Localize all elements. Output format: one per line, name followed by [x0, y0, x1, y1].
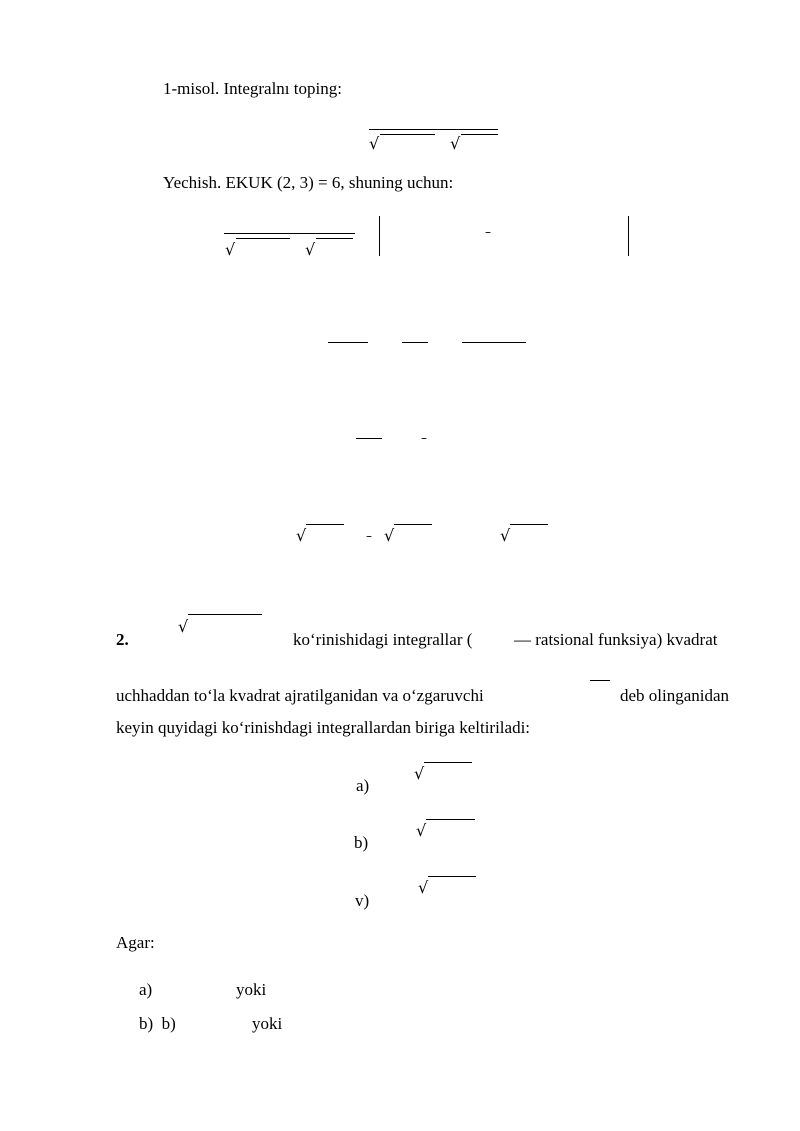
case-label: a) [356, 776, 370, 795]
radical-icon: √ [416, 821, 427, 840]
formula-vinculum [369, 129, 498, 130]
formula-vinculum [188, 614, 262, 615]
formula-vinculum [424, 762, 472, 763]
radical-icon: √ [500, 526, 511, 545]
section-line1-b: — ratsional funksiya) kvadrat [514, 630, 718, 649]
condition-word: yoki [252, 1014, 283, 1033]
section-line3: keyin quyidagi ko‘rinishdagi integrallardan biriga keltiriladi: [116, 718, 531, 737]
radical-icon: √ [178, 617, 189, 636]
solution-text: Yechish. EKUK (2, 3) = 6, shuning uchun: [163, 173, 454, 192]
example-title: 1-misol. Integralnı toping: [163, 79, 342, 98]
condition-word: yoki [236, 980, 267, 999]
formula-vinculum [380, 134, 435, 135]
conditions-heading: Agar: [116, 933, 155, 952]
radical-icon: √ [414, 764, 425, 783]
formula-vinculum [461, 134, 498, 135]
case-label: b) [354, 833, 369, 852]
fraction-bar [328, 342, 368, 343]
formula-vinculum [224, 233, 355, 234]
section-line1-a: ko‘rinishidagi integrallar ( [293, 630, 473, 649]
formula-vinculum [510, 524, 548, 525]
minus-sign: – [485, 225, 491, 239]
bracket-bar [379, 216, 380, 256]
section-number: 2. [116, 630, 129, 649]
minus-sign: – [366, 529, 372, 543]
formula-vinculum [428, 876, 476, 877]
formula-vinculum [306, 524, 344, 525]
formula-vinculum [316, 238, 353, 239]
condition-label: a) [139, 980, 153, 999]
radical-icon: √ [369, 134, 380, 153]
section-line2-a: uchhaddan to‘la kvadrat ajratilganidan va o‘zgaruvchi [116, 686, 484, 705]
fraction-bar [590, 680, 610, 681]
minus-sign: – [421, 431, 427, 445]
radical-icon: √ [450, 134, 461, 153]
formula-vinculum [394, 524, 432, 525]
bracket-bar [628, 216, 629, 256]
section-line2-b: deb olinganidan [620, 686, 730, 705]
fraction-bar [356, 438, 382, 439]
radical-icon: √ [305, 240, 316, 259]
fraction-bar [462, 342, 526, 343]
formula-vinculum [426, 819, 475, 820]
case-label: v) [355, 891, 370, 910]
radical-icon: √ [296, 526, 307, 545]
condition-label: b) b) [139, 1014, 176, 1033]
radical-icon: √ [418, 878, 429, 897]
formula-vinculum [236, 238, 290, 239]
radical-icon: √ [225, 240, 236, 259]
fraction-bar [402, 342, 428, 343]
radical-icon: √ [384, 526, 395, 545]
